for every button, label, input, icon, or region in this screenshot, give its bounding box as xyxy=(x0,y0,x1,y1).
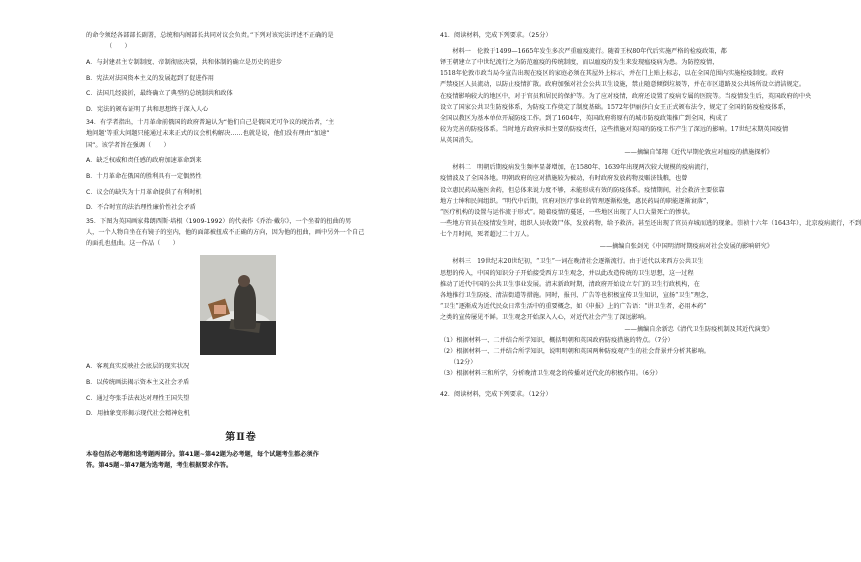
material-3 xyxy=(440,256,775,334)
q41-task-1: （1）根据材料一、二并结合所学知识，概括明朝和英国政府防疫措施的特点。（7分） xyxy=(440,336,674,344)
material-1-line: 从英国消失。 xyxy=(440,137,478,145)
material-3-line: 材料三 19世纪末20世纪初，“卫生”一词在晚清社会逐渐流行。由于近代以来西方公共卫生 xyxy=(440,258,704,266)
q33-line-1: 的命令须经各部部长副署，总统和内阁部长共同对议会负责。”下列对该宪法评述不正确的是 xyxy=(86,32,334,39)
q35-option-c[interactable]: C．通过夸张手法表达对理性王国失望 xyxy=(86,394,190,402)
material-2-line: 一些地方官员在疫情发生时，组织人员收敛尸体，发放药物，给予救济。甚至还出现了官员弃城而逃的现象。崇祯十六年（1643年），北京疫病流行，不到 xyxy=(440,220,861,228)
material-2-line: 地方士绅和民间组织。“明代中后期，官府对医疗事业的管理逐渐松弛，惠民药局的职能逐渐衰落”， xyxy=(440,197,713,205)
q41-tasks xyxy=(440,335,775,380)
q34-option-a[interactable]: A．缺乏权威和责任感的政府加速革命到来 xyxy=(86,157,202,165)
material-1-line: 设立了国家公共卫生防疫体系，为防疫工作奠定了制度基础。1572年伊丽莎白女王正式颁布法令，规定了全国的防疫检疫体系， xyxy=(440,103,790,111)
q35-option-a[interactable]: A．客观真实反映社会底层的现实状况 xyxy=(86,363,190,371)
q33-option-c[interactable]: C．法国几经波折，最终确立了典型的总统制共和政体 xyxy=(86,90,233,98)
q41-task-2-score: （12分） xyxy=(450,359,477,367)
material-2-line: 七个月时间，死者超过二十万人。 xyxy=(440,231,533,239)
q34-option-c[interactable]: C．议会的缺失为十月革命提供了有利时机 xyxy=(86,188,202,196)
q41-heading: 41．阅读材料，完成下列要求。（25分） xyxy=(440,32,552,39)
painting-image xyxy=(200,255,276,355)
material-1-source: ——摘编自邹翔《近代早期伦敦应对瘟疫的措施探析》 xyxy=(624,148,773,156)
q34-option-d[interactable]: D．不合时宜的法治理性廉价性社会矛盾 xyxy=(86,204,196,212)
q34-option-b[interactable]: B．十月革命在俄国的胜利具有一定偶然性 xyxy=(86,173,202,181)
question-33-tail xyxy=(86,30,396,115)
q35-option-d[interactable]: D．用抽象变形揭示现代社会精神危机 xyxy=(86,410,190,418)
material-1-line: 严禁疫区人员流动，以防止疫情扩散。政府加强对社会公共卫生设施，禁止随意倾倒垃圾等，并在市区道路及公共场所设立清洁规定。 xyxy=(440,81,806,89)
q42-heading: 42．阅读材料，完成下列要求。（12分） xyxy=(440,390,552,398)
material-3-source: ——摘编自余新忠《清代卫生防疫机制及其近代演变》 xyxy=(624,325,773,333)
material-1-line: 1518年伦敦市政当局今宣告出现在疫区的家庭必须在其屋外上标示，并在门上贴上标志，以在全国范围内实施检疫制度。政府 xyxy=(440,70,784,78)
q35-line-3: 的面孔也扭曲。这一作品（ ） xyxy=(86,240,179,248)
material-1-line: 较为完善的防疫体系。当时地方政府承担主要的防疫责任，这些措施对英国的防疫工作产生了深远的影响。17世纪末期英国疫情 xyxy=(440,126,789,134)
material-1 xyxy=(440,46,812,158)
material-3-line: 之类的宣传屡见不鲜。卫生观念开始深入人心，对近代社会产生了深远影响。 xyxy=(440,314,651,322)
q33-option-d[interactable]: D．宪法的颁布证明了共和思想终于深入人心 xyxy=(86,106,209,114)
material-2-line: 设立惠民药局施医舍药，但总体来说力度不够，未能形成有效的防疫体系。疫情期间，社会救济主要依靠 xyxy=(440,186,725,194)
material-3-line: 各地推行卫生防疫、清洁街道等措施。同时，报刊、广告等也积极宣传卫生知识，宣扬“卫生”理念， xyxy=(440,291,713,299)
left-column xyxy=(86,30,396,471)
question-34 xyxy=(86,117,396,213)
material-2-line: “医疗机构的设置与运作流于形式”。随着疫情的蔓延，一些地区出现了人口大量死亡的惨状。 xyxy=(440,209,694,217)
q33-option-b[interactable]: B．宪法对法国资本主义的发展起到了促进作用 xyxy=(86,74,214,82)
q41-task-3: （3）根据材料三和所学，分析晚清卫生观念的传播对近代化的积极作用。（6分） xyxy=(440,370,662,378)
material-3-line: 思想的传入，中国的知识分子开始接受西方卫生观念，并以此改造传统的卫生思想，这一过程 xyxy=(440,269,694,277)
section-note-line-2: 答。第45题~第47题为选考题，考生根据要求作答。 xyxy=(86,461,233,469)
material-1-line: 在疫情影响较大的地区中，对于官员和居民的保护等。为了应对疫情，政府还设置了疫病专属的医院等。当疫情发生后，英国政府的中央 xyxy=(440,92,812,100)
material-1-line: 全国以教区为基本单位开展防疫工作。到了1604年，英国政府将原有的城市防疫政策推广到全国，构成了 xyxy=(440,114,728,122)
right-column xyxy=(440,30,861,400)
q33-line-2: （ ） xyxy=(106,43,131,51)
material-2-source: ——摘编自张剑光《中国明清时期疫病对社会发展的影响研究》 xyxy=(599,242,773,250)
material-1-line: 材料一 伦敦于1499—1665年发生多次严重瘟疫流行。随着王权80年代后实施严格的检疫政策，都 xyxy=(440,47,727,55)
material-2 xyxy=(440,162,861,252)
q34-line-2: 地问题’等重大问题只能通过未来正式的议会机构解决……也就是说，他们没有理由“加速” xyxy=(86,130,330,138)
section-title: 第Ⅱ卷 xyxy=(225,431,257,443)
material-2-line: 材料二 明朝后期疫病发生频率显著增加，在1580年、1639年出现两次较大规模的疫病流行， xyxy=(440,164,713,172)
section-note-line-1: 本卷包括必考题和选考题两部分。第41题~第42题为必考题，每个试题考生都必须作 xyxy=(86,450,319,458)
q41-task-2: （2）根据材料一、二并结合所学知识，说明明朝和英国两种防疫观产生的社会背景并分析其影响。 xyxy=(440,347,710,355)
q34-line-1: 34．有学者指出，十月革命前俄国的政府普遍认为“他们自己是俄国无可争议的统治者，‘主 xyxy=(86,119,335,127)
q34-line-3: 国”。该学者旨在强调（ ） xyxy=(86,141,170,149)
q33-option-a[interactable]: A．与封建君主专制制度、帝制彻底决裂，共和体制的确立是历史的进步 xyxy=(86,58,283,66)
q35-line-2: 人，一个人物自坐在有镜子的室内，他的面部被扭成不正确的方向，因为他的扭曲，画中另外一个自己 xyxy=(86,228,365,236)
material-1-line: 铎王朝建立了中世纪流行之为防范瘟疫的传统制度，而以瘟疫的发生来发现瘟疫病为患。为防控疫情， xyxy=(440,58,719,66)
q35-option-b[interactable]: B．以传统画法揭示资本主义社会矛盾 xyxy=(86,378,190,386)
material-3-line: 推动了近代中国的公共卫生事业发展。清末新政时期，清政府开始设立专门的卫生行政机构，在 xyxy=(440,280,700,288)
q35-line-1: 35．下图为英国画家弗朗西斯·培根（1909-1992）的代表作《乔治·戴尔》，一个坐着的扭曲的男 xyxy=(86,217,352,225)
material-2-line: 疫情波及了全国各地。明朝政府的应对措施较为被动，有时政府发放药物及赈济钱粮，也曾 xyxy=(440,175,688,183)
question-35 xyxy=(86,216,396,420)
material-3-line: “卫生”逐渐成为近代民众日常生活中的重要概念，如《申报》上的广告语：“讲卫生者，必用本药” xyxy=(440,303,707,311)
